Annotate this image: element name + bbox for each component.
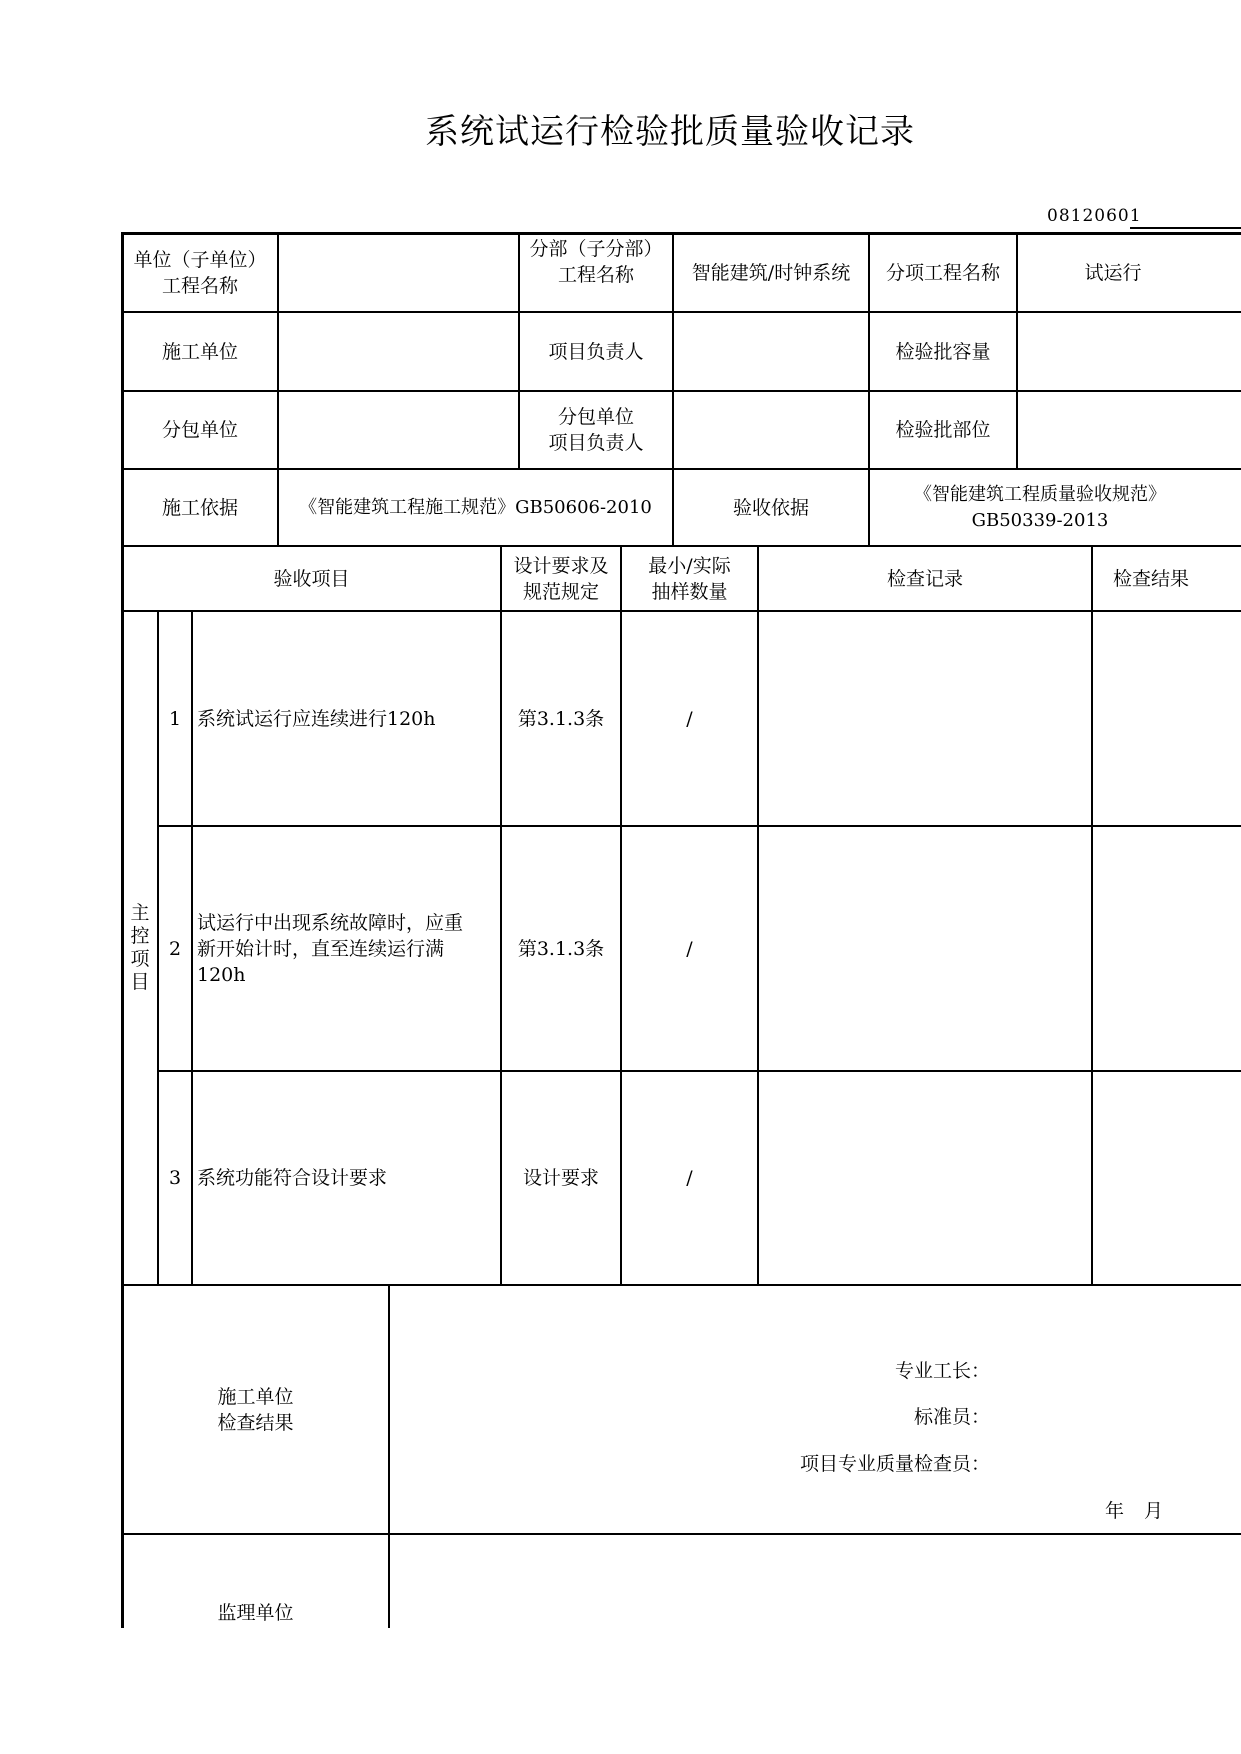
item-1-design: 第3.1.3条 — [517, 707, 605, 730]
subitem-name-label: 分项工程名称 — [885, 261, 1000, 284]
subitem-name-value[interactable]: 试运行 — [1084, 261, 1142, 284]
form-code: 08120601 — [1047, 206, 1142, 226]
contractor-check-date: 年 月 — [1105, 1500, 1164, 1522]
subcontractor-value[interactable] — [279, 392, 518, 468]
supervisor-label: 监理单位 — [217, 1601, 294, 1624]
item-2-description: 试运行中出现系统故障时，应重 新开始计时，直至连续运行满 120h — [197, 911, 464, 986]
contractor-value[interactable] — [279, 313, 518, 390]
col-header-sampling: 最小/实际 抽样数量 — [648, 554, 731, 603]
item-1-number: 1 — [168, 707, 182, 730]
item-1-result[interactable] — [1093, 612, 1241, 825]
batch-location-label: 检验批部位 — [895, 419, 991, 441]
project-leader-value[interactable] — [674, 313, 868, 390]
item-2-number: 2 — [168, 937, 182, 960]
unit-name-value[interactable] — [279, 234, 518, 311]
division-name-value[interactable]: 智能建筑/时钟系统 — [691, 261, 851, 284]
item-2-design: 第3.1.3条 — [517, 937, 605, 960]
item-3-record[interactable] — [759, 1072, 1091, 1284]
main-control-label: 主 控 项 目 — [130, 902, 150, 993]
item-1-record[interactable] — [759, 612, 1091, 825]
construction-basis-label: 施工依据 — [161, 496, 238, 519]
quality-inspector-signature-label: 项目专业质量检查员： — [799, 1453, 990, 1475]
acceptance-basis-value: 《智能建筑工程质量验收规范》 GB50339-2013 — [914, 483, 1166, 531]
supervisor-conclusion-area[interactable] — [390, 1535, 1241, 1628]
col-divider — [191, 610, 193, 1284]
item-1-sampling: / — [686, 707, 693, 730]
contractor-check-label: 施工单位 检查结果 — [217, 1385, 294, 1434]
project-leader-label: 项目负责人 — [548, 340, 644, 363]
item-3-sampling: / — [686, 1167, 693, 1189]
contractor-label: 施工单位 — [161, 340, 238, 363]
item-1-description: 系统试运行应连续进行120h — [197, 707, 436, 730]
foreman-signature-label: 专业工长： — [894, 1360, 990, 1382]
item-2-result[interactable] — [1093, 827, 1241, 1070]
item-2-record[interactable] — [759, 827, 1091, 1070]
acceptance-basis-label: 验收依据 — [732, 496, 809, 519]
item-3-design: 设计要求 — [522, 1167, 599, 1189]
col-header-result: 检查结果 — [1113, 567, 1190, 590]
division-name-label: 分部（子分部） 工程名称 — [529, 237, 663, 286]
item-2-sampling: / — [686, 937, 693, 960]
item-3-number: 3 — [168, 1167, 182, 1189]
batch-capacity-value[interactable] — [1018, 313, 1241, 390]
unit-name-label: 单位（子单位） 工程名称 — [133, 248, 267, 297]
sub-leader-label: 分包单位 项目负责人 — [548, 406, 644, 454]
standard-officer-signature-label: 标准员： — [913, 1406, 990, 1428]
batch-location-value[interactable] — [1018, 392, 1241, 468]
sub-leader-value[interactable] — [674, 392, 868, 468]
page-title: 系统试运行检验批质量验收记录 — [425, 112, 915, 152]
col-header-record: 检查记录 — [886, 567, 963, 590]
col-header-item: 验收项目 — [273, 567, 350, 590]
item-3-description: 系统功能符合设计要求 — [197, 1167, 388, 1189]
batch-capacity-label: 检验批容量 — [895, 340, 991, 363]
subcontractor-label: 分包单位 — [161, 419, 238, 441]
col-header-design: 设计要求及 规范规定 — [513, 554, 609, 603]
item-3-result[interactable] — [1093, 1072, 1241, 1284]
construction-basis-value: 《智能建筑工程施工规范》GB50606-2010 — [299, 496, 652, 518]
